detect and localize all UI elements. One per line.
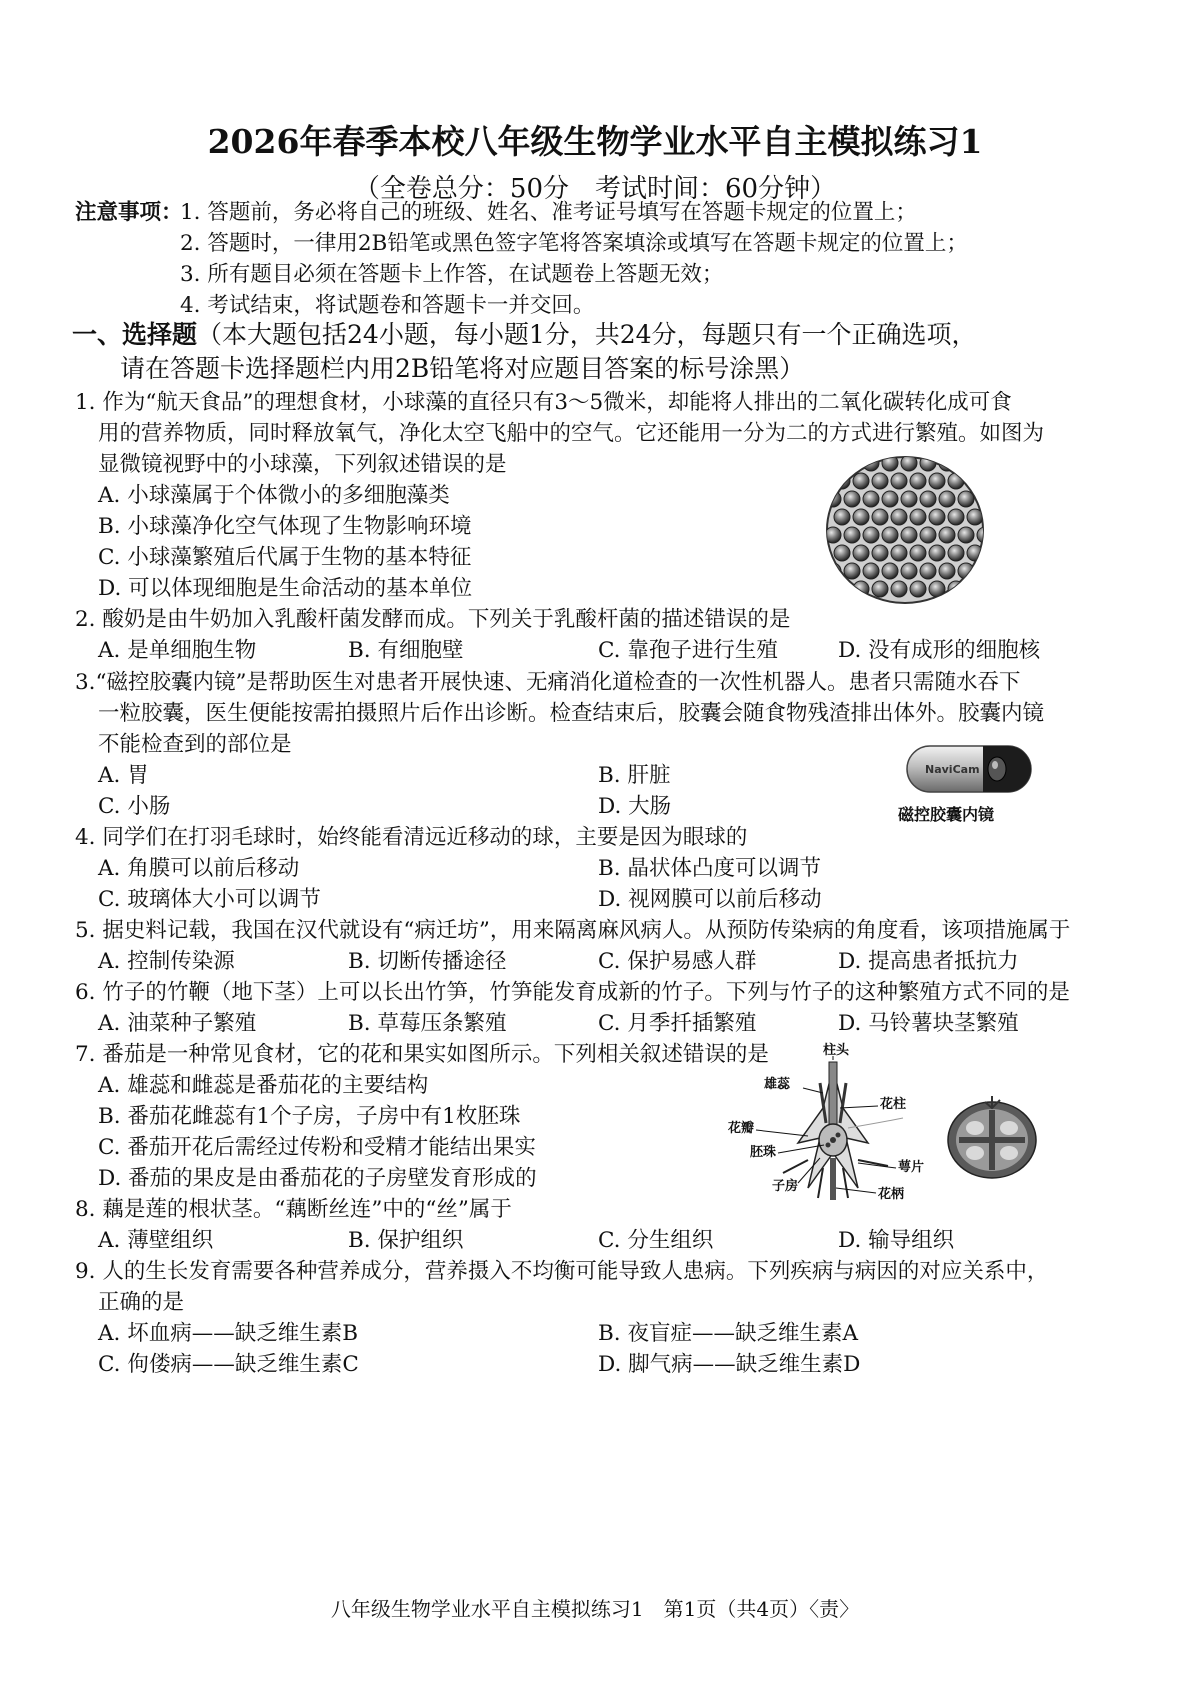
- label-stigma: 柱头: [823, 1043, 850, 1058]
- chlorella-cell: [863, 491, 879, 507]
- label-ovule: 胚珠: [750, 1145, 777, 1160]
- chlorella-cell: [853, 509, 869, 525]
- chlorella-cell: [920, 563, 936, 579]
- q1-option-a: A. 小球藻属于个体微小的多细胞藻类: [98, 483, 450, 508]
- q2-option-d: D. 没有成形的细胞核: [838, 638, 1041, 663]
- q6-option-a: A. 油菜种子繁殖: [98, 1011, 257, 1036]
- tomato-fruit-image: [945, 1092, 1040, 1182]
- chlorella-cell: [920, 455, 936, 471]
- section-desc-2: 请在答题卡选择题栏内用2B铅笔将对应题目答案的标号涂黑）: [120, 354, 805, 383]
- q1-stem: 显微镜视野中的小球藻，下列叙述错误的是: [98, 452, 507, 477]
- chlorella-cell: [853, 473, 869, 489]
- chlorella-cell: [986, 581, 1002, 597]
- chlorella-cell: [920, 491, 936, 507]
- chlorella-cell: [967, 545, 983, 561]
- chlorella-cell: [825, 563, 841, 579]
- q5-option-b: B. 切断传播途径: [348, 949, 507, 974]
- q4-option-b: B. 晶状体凸度可以调节: [598, 856, 821, 881]
- label-ovary: 子房: [772, 1179, 799, 1194]
- q3-figure-caption: 磁控胶囊内镜: [898, 805, 995, 824]
- chlorella-cell: [948, 545, 964, 561]
- notice-item: 2. 答题时，一律用2B铅笔或黑色签字笔将答案填涂或填写在答题卡规定的位置上；: [180, 231, 968, 256]
- chlorella-cell: [986, 545, 1002, 561]
- chlorella-cell: [977, 455, 993, 471]
- chlorella-cell: [977, 563, 993, 579]
- q9-stem: 9. 人的生长发育需要各种营养成分，营养摄入不均衡可能导致人患病。下列疾病与病因的对应关系中，: [75, 1259, 1049, 1284]
- q8-option-b: B. 保护组织: [348, 1228, 464, 1253]
- chlorella-cell: [863, 563, 879, 579]
- chlorella-cell: [844, 563, 860, 579]
- chlorella-cell: [834, 545, 850, 561]
- notice-item: 3. 所有题目必须在答题卡上作答，在试题卷上答题无效；: [180, 262, 724, 287]
- q8-option-d: D. 输导组织: [838, 1228, 955, 1253]
- q1-stem: 1. 作为“航天食品”的理想食材，小球藻的直径只有3～5微米，却能将人排出的二氧化碳转化成可食: [75, 390, 1012, 415]
- q7-stem: 7. 番茄是一种常见食材，它的花和果实如图所示。下列相关叙述错误的是: [75, 1042, 769, 1067]
- chlorella-cell: [910, 509, 926, 525]
- chlorella-cell: [844, 491, 860, 507]
- q5-stem: 5. 据史料记载，我国在汉代就设有“病迁坊”，用来隔离麻风病人。从预防传染病的角度看，该项措施属于: [75, 918, 1071, 943]
- q8-option-c: C. 分生组织: [598, 1228, 714, 1253]
- chlorella-cell: [872, 545, 888, 561]
- chlorella-cell: [958, 527, 974, 543]
- chlorella-cell: [863, 527, 879, 543]
- chlorella-cell: [967, 473, 983, 489]
- q8-option-a: A. 薄壁组织: [98, 1228, 214, 1253]
- q7-option-a: A. 雄蕊和雌蕊是番茄花的主要结构: [98, 1073, 429, 1098]
- notice-item: 1. 答题前，务必将自己的班级、姓名、准考证号填写在答题卡规定的位置上；: [180, 200, 917, 225]
- q2-option-c: C. 靠孢子进行生殖: [598, 638, 778, 663]
- chlorella-cell: [967, 581, 983, 597]
- q3-stem: 3.“磁控胶囊内镜”是帮助医生对患者开展快速、无痛消化道检查的一次性机器人。患者只需随水吞下: [75, 670, 1021, 695]
- q2-stem: 2. 酸奶是由牛奶加入乳酸杆菌发酵而成。下列关于乳酸杆菌的描述错误的是: [75, 607, 791, 632]
- q7-option-b: B. 番茄花雌蕊有1个子房，子房中有1枚胚珠: [98, 1104, 521, 1129]
- chlorella-cell: [844, 455, 860, 471]
- label-pedicel: 花柄: [878, 1187, 905, 1202]
- tomato-flower-diagram: [728, 1043, 938, 1208]
- chlorella-cell: [834, 581, 850, 597]
- notice-label: 注意事项：: [75, 200, 183, 225]
- chlorella-cell: [929, 509, 945, 525]
- chlorella-cell: [910, 545, 926, 561]
- q5-option-c: C. 保护易感人群: [598, 949, 757, 974]
- chlorella-cell: [853, 545, 869, 561]
- chlorella-cell: [891, 473, 907, 489]
- q4-stem: 4. 同学们在打羽毛球时，始终能看清远近移动的球，主要是因为眼球的: [75, 825, 748, 850]
- chlorella-cell: [910, 473, 926, 489]
- chlorella-cell: [891, 509, 907, 525]
- chlorella-cell: [891, 545, 907, 561]
- chlorella-cell: [939, 491, 955, 507]
- chlorella-cell: [901, 491, 917, 507]
- exam-title: 2026年春季本校八年级生物学业水平自主模拟练习1: [207, 122, 983, 161]
- q4-option-c: C. 玻璃体大小可以调节: [98, 887, 321, 912]
- q3-option-a: A. 胃: [98, 763, 149, 788]
- chlorella-cell: [910, 581, 926, 597]
- capsule-endoscope-image: [905, 738, 1035, 800]
- section-title: 一、选择题: [72, 320, 198, 349]
- notice-item: 4. 考试结束，将试题卷和答题卡一并交回。: [180, 293, 595, 318]
- capsule-brand-text: NaviCam: [925, 763, 980, 776]
- q9-option-a: A. 坏血病——缺乏维生素B: [98, 1321, 358, 1346]
- q1-option-d: D. 可以体现细胞是生命活动的基本单位: [98, 576, 473, 601]
- q6-stem: 6. 竹子的竹鞭（地下茎）上可以长出竹笋，竹笋能发育成新的竹子。下列与竹子的这种繁殖方式不同的是: [75, 980, 1070, 1005]
- chlorella-cell: [920, 527, 936, 543]
- chlorella-micrograph: [825, 455, 985, 605]
- q9-option-b: B. 夜盲症——缺乏维生素A: [598, 1321, 858, 1346]
- chlorella-cell: [929, 545, 945, 561]
- label-style: 花柱: [880, 1097, 907, 1112]
- chlorella-cell: [958, 455, 974, 471]
- q9-stem: 正确的是: [98, 1290, 185, 1315]
- chlorella-cell: [977, 527, 993, 543]
- chlorella-cell: [882, 563, 898, 579]
- chlorella-cell: [986, 509, 1002, 525]
- chlorella-cell: [901, 563, 917, 579]
- section-desc: （本大题包括24小题，每小题1分，共24分，每题只有一个正确选项，: [197, 320, 977, 349]
- chlorella-cell: [958, 491, 974, 507]
- q9-option-c: C. 佝偻病——缺乏维生素C: [98, 1352, 359, 1377]
- q3-stem: 不能检查到的部位是: [98, 732, 292, 757]
- label-sepal: 萼片: [898, 1160, 925, 1175]
- chlorella-cell: [948, 509, 964, 525]
- chlorella-cell: [825, 491, 841, 507]
- chlorella-cell: [825, 455, 841, 471]
- chlorella-cell: [901, 527, 917, 543]
- chlorella-cell: [834, 509, 850, 525]
- chlorella-cell: [891, 581, 907, 597]
- q8-stem: 8. 藕是莲的根状茎。“藕断丝连”中的“丝”属于: [75, 1197, 512, 1222]
- chlorella-cell: [939, 455, 955, 471]
- q6-option-b: B. 草莓压条繁殖: [348, 1011, 507, 1036]
- chlorella-cell: [872, 473, 888, 489]
- q7-option-c: C. 番茄开花后需经过传粉和受精才能结出果实: [98, 1135, 536, 1160]
- section-heading: [72, 318, 977, 352]
- label-stamen: 雄蕊: [764, 1077, 791, 1092]
- q6-option-d: D. 马铃薯块茎繁殖: [838, 1011, 1019, 1036]
- q4-option-d: D. 视网膜可以前后移动: [598, 887, 822, 912]
- chlorella-cell: [882, 527, 898, 543]
- chlorella-cell: [948, 473, 964, 489]
- chlorella-cell: [872, 581, 888, 597]
- q3-option-b: B. 肝脏: [598, 763, 671, 788]
- q5-option-d: D. 提高患者抵抗力: [838, 949, 1019, 974]
- page-footer: 八年级生物学业水平自主模拟练习1 第1页（共4页）〈责〉: [330, 1597, 860, 1621]
- q7-option-d: D. 番茄的果皮是由番茄花的子房壁发育形成的: [98, 1166, 537, 1191]
- chlorella-cell: [977, 491, 993, 507]
- q1-stem: 用的营养物质，同时释放氧气，净化太空飞船中的空气。它还能用一分为二的方式进行繁殖。如图为: [98, 421, 1045, 446]
- q3-option-c: C. 小肠: [98, 794, 171, 819]
- q3-stem: 一粒胶囊，医生便能按需拍摄照片后作出诊断。检查结束后，胶囊会随食物残渣排出体外。胶囊内镜: [98, 701, 1045, 726]
- q2-option-b: B. 有细胞壁: [348, 638, 464, 663]
- chlorella-cell: [948, 581, 964, 597]
- chlorella-cell: [844, 527, 860, 543]
- chlorella-cell: [939, 563, 955, 579]
- exam-subtitle: （全卷总分：50分 考试时间：60分钟）: [353, 174, 837, 204]
- q5-option-a: A. 控制传染源: [98, 949, 235, 974]
- label-petal: 花瓣: [728, 1121, 755, 1136]
- q1-option-c: C. 小球藻繁殖后代属于生物的基本特征: [98, 545, 472, 570]
- q6-option-c: C. 月季扦插繁殖: [598, 1011, 757, 1036]
- chlorella-cell: [872, 509, 888, 525]
- q4-option-a: A. 角膜可以前后移动: [98, 856, 300, 881]
- chlorella-cell: [882, 491, 898, 507]
- chlorella-cell: [986, 473, 1002, 489]
- chlorella-cell: [929, 473, 945, 489]
- chlorella-cell: [939, 527, 955, 543]
- q1-option-b: B. 小球藻净化空气体现了生物影响环境: [98, 514, 472, 539]
- q9-option-d: D. 脚气病——缺乏维生素D: [598, 1352, 861, 1377]
- q2-option-a: A. 是单细胞生物: [98, 638, 257, 663]
- q3-option-d: D. 大肠: [598, 794, 672, 819]
